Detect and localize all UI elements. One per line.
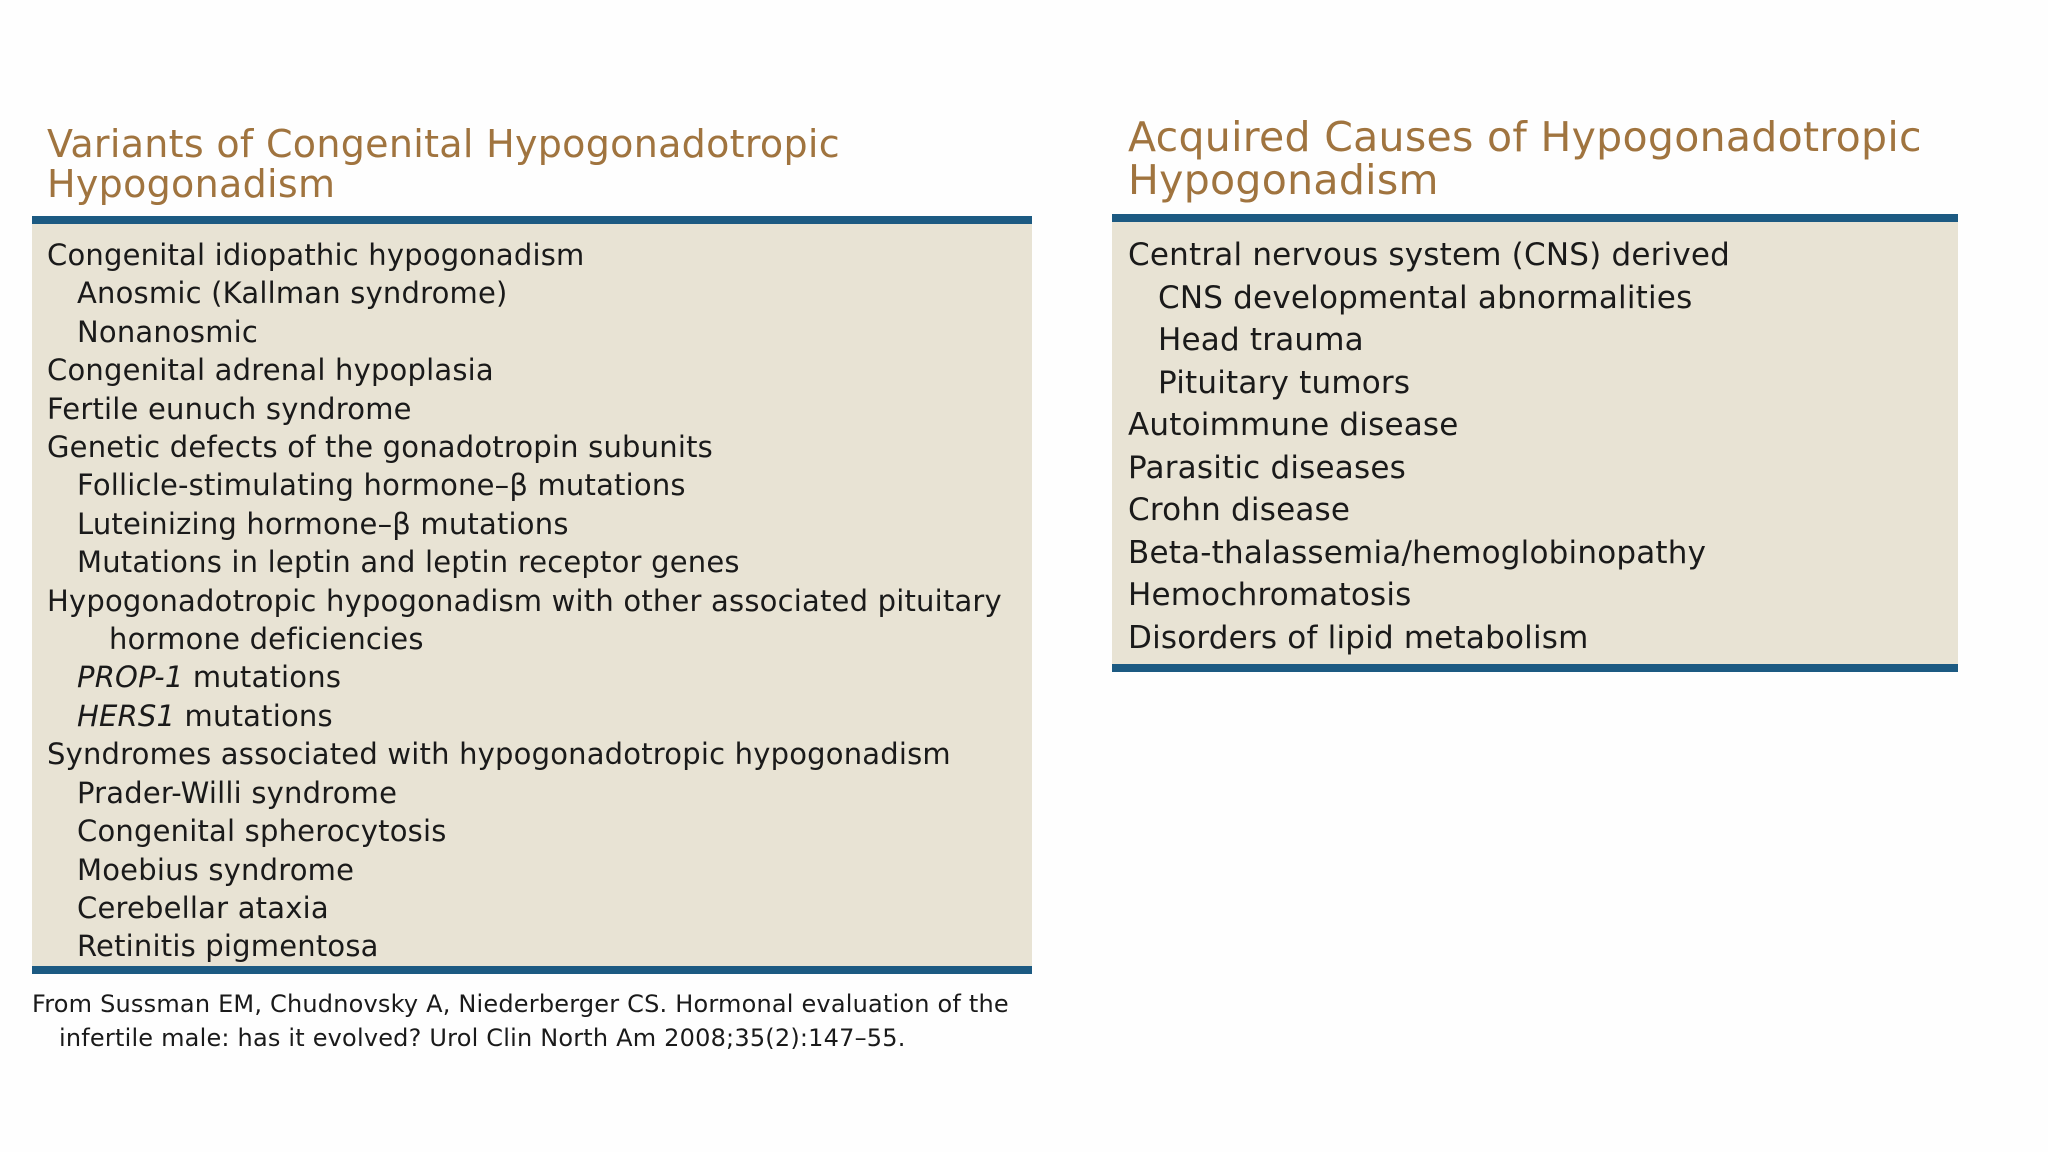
list-item: Central nervous system (CNS) derived — [1128, 237, 1731, 273]
list-item: Anosmic (Kallman syndrome) — [77, 276, 508, 311]
title-line-2: Hypogonadism — [47, 162, 336, 207]
list-item: Moebius syndrome — [77, 852, 355, 887]
list-item: Luteinizing hormone–β mutations — [77, 506, 569, 541]
title-line-1: Variants of Congenital Hypogonadotropic — [47, 122, 840, 166]
gene-name: PROP-1 — [77, 660, 184, 695]
citation-line-2: infertile male: has it evolved? Urol Clin North Am 2008;35(2):147–55. — [59, 1024, 906, 1052]
list-item: Nonanosmic — [77, 314, 259, 349]
list-item: Genetic defects of the gonadotropin subunits — [47, 430, 713, 465]
list-item: Fertile eunuch syndrome — [47, 391, 412, 426]
acquired-causes-table — [1112, 113, 1958, 656]
congenital-variants-title — [47, 124, 1032, 205]
list-item: hormone deficiencies — [109, 622, 424, 657]
list-item: Syndromes associated with hypogonadotropic hypogonadism — [47, 737, 951, 772]
acquired-causes-title — [1128, 113, 1958, 205]
list-item: Disorders of lipid metabolism — [1128, 619, 1589, 656]
list-item: Beta-thalassemia/hemoglobinopathy — [1128, 534, 1707, 571]
title-line-2: Hypogonadism — [1128, 156, 1439, 205]
list-item: Hemochromatosis — [1128, 577, 1412, 613]
gene-name: HERS1 — [77, 698, 176, 733]
congenital-variants-table — [32, 122, 1032, 964]
list-item: Cerebellar ataxia — [77, 890, 329, 925]
list-item: Autoimmune disease — [1128, 407, 1459, 443]
list-item: Pituitary tumors — [1158, 364, 1411, 401]
list-item: PROP-1 mutations — [77, 660, 342, 695]
list-item: Follicle-stimulating hormone–β mutations — [77, 468, 686, 503]
list-item: Hypogonadotropic hypogonadism with other associated pituitary — [47, 583, 1002, 618]
list-item: CNS developmental abnormalities — [1158, 279, 1693, 316]
list-item: Congenital spherocytosis — [77, 814, 447, 849]
citation — [32, 987, 1042, 1055]
list-item: Prader-Willi syndrome — [77, 775, 398, 810]
list-item: Mutations in leptin and leptin receptor genes — [77, 545, 740, 580]
congenital-variants-list — [32, 216, 1032, 974]
acquired-causes-list — [1112, 214, 1958, 672]
list-item: Retinitis pigmentosa — [77, 929, 379, 964]
citation-line-1: From Sussman EM, Chudnovsky A, Niederberger CS. Hormonal evaluation of the — [32, 990, 1009, 1018]
list-item: Congenital adrenal hypoplasia — [47, 353, 494, 388]
list-item: Congenital idiopathic hypogonadism — [47, 238, 585, 272]
list-item: Parasitic diseases — [1128, 449, 1406, 486]
list-item: HERS1 mutations — [77, 698, 333, 733]
list-item: Crohn disease — [1128, 492, 1351, 528]
list-item: Head trauma — [1158, 322, 1364, 358]
title-line-1: Acquired Causes of Hypogonadotropic — [1128, 113, 1922, 161]
